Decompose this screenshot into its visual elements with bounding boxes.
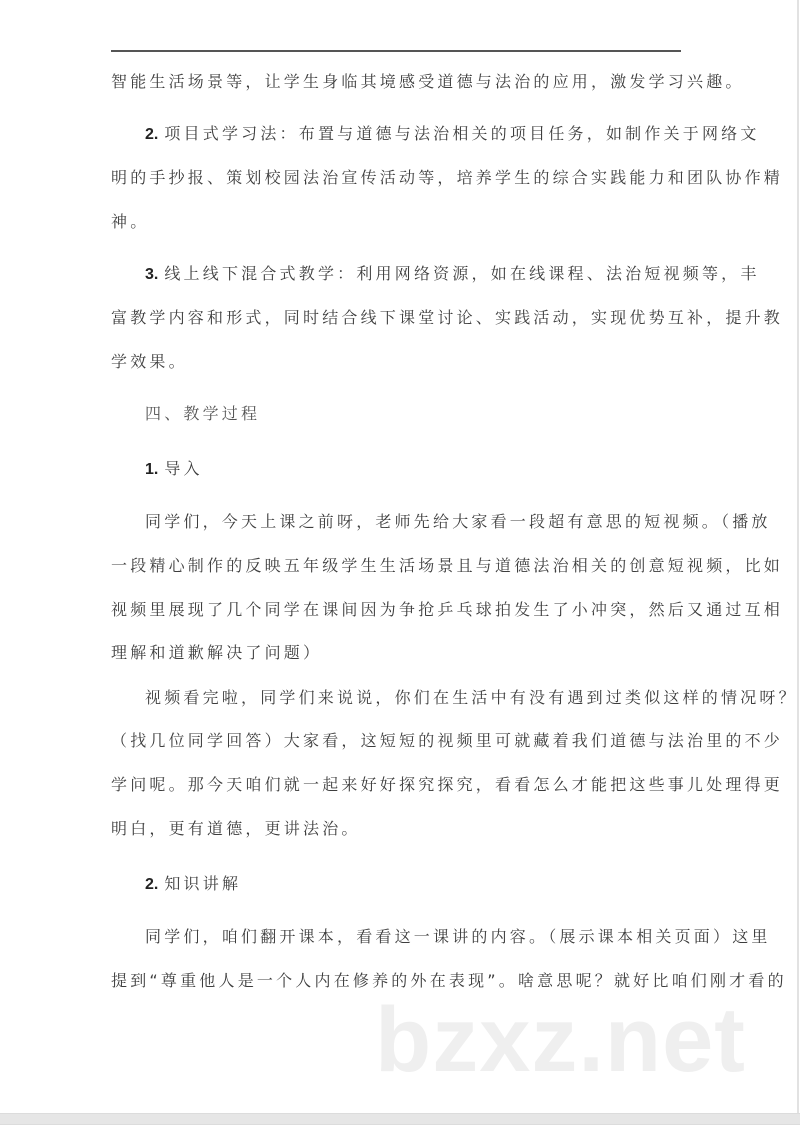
paragraph-line: （找几位同学回答）大家看，这短短的视频里可就藏着我们道德与法治里的不少: [111, 731, 784, 750]
subheading-knowledge-explanation: [145, 874, 720, 895]
paragraph-line: 同学们，今天上课之前呀，老师先给大家看一段超有意思的短视频。（播放: [145, 512, 771, 531]
list-number: 3.: [145, 266, 159, 283]
header-rule: [111, 50, 681, 52]
list-item-text: 项目式学习法：布置与道德与法治相关的项目任务，如制作关于网络文: [164, 124, 760, 143]
paragraph-line: 明白，更有道德，更讲法治。: [111, 819, 361, 838]
paragraph-line: 学问呢。那今天咱们就一起来好好探究探究，看看怎么才能把这些事儿处理得更: [111, 775, 784, 794]
paragraph-line: 神。: [111, 212, 150, 231]
paragraph-line: 理解和道歉解决了问题）: [111, 643, 323, 662]
paragraph-line: 一段精心制作的反映五年级学生生活场景且与道德法治相关的创意短视频，比如: [111, 556, 784, 575]
list-number: 1.: [145, 461, 159, 478]
paragraph-line: 同学们，咱们翻开课本，看看这一课讲的内容。（展示课本相关页面）这里: [145, 927, 771, 946]
paragraph-line: 明的手抄报、策划校园法治宣传活动等，培养学生的综合实践能力和团队协作精: [111, 168, 784, 187]
list-item-project-learning: [145, 124, 760, 145]
list-number: 2.: [145, 126, 159, 143]
paragraph-line: 富教学内容和形式，同时结合线下课堂讨论、实践活动，实现优势互补，提升教: [111, 308, 784, 327]
paragraph-line: 学效果。: [111, 352, 188, 371]
watermark: bzxz.net: [375, 989, 746, 1091]
subheading-text: 导入: [164, 459, 203, 478]
paragraph-line: 视频看完啦，同学们来说说，你们在生活中有没有遇到过类似这样的情况呀？: [145, 688, 798, 707]
section-heading-teaching-process: 四、教学过程: [145, 404, 261, 423]
list-number: 2.: [145, 876, 159, 893]
paragraph-line: 智能生活场景等，让学生身临其境感受道德与法治的应用，激发学习兴趣。: [111, 72, 745, 91]
page-separator: [0, 1113, 800, 1125]
paragraph-line: 提到“尊重他人是一个人内在修养的外在表现”。啥意思呢？就好比咱们刚才看的: [111, 971, 787, 990]
subheading-introduction: [145, 459, 720, 480]
subheading-text: 知识讲解: [164, 874, 242, 893]
list-item-blended-teaching: [145, 264, 760, 285]
paragraph-line: 视频里展现了几个同学在课间因为争抢乒乓球拍发生了小冲突，然后又通过互相: [111, 600, 784, 619]
list-item-text: 线上线下混合式教学：利用网络资源，如在线课程、法治短视频等，丰: [164, 264, 760, 283]
